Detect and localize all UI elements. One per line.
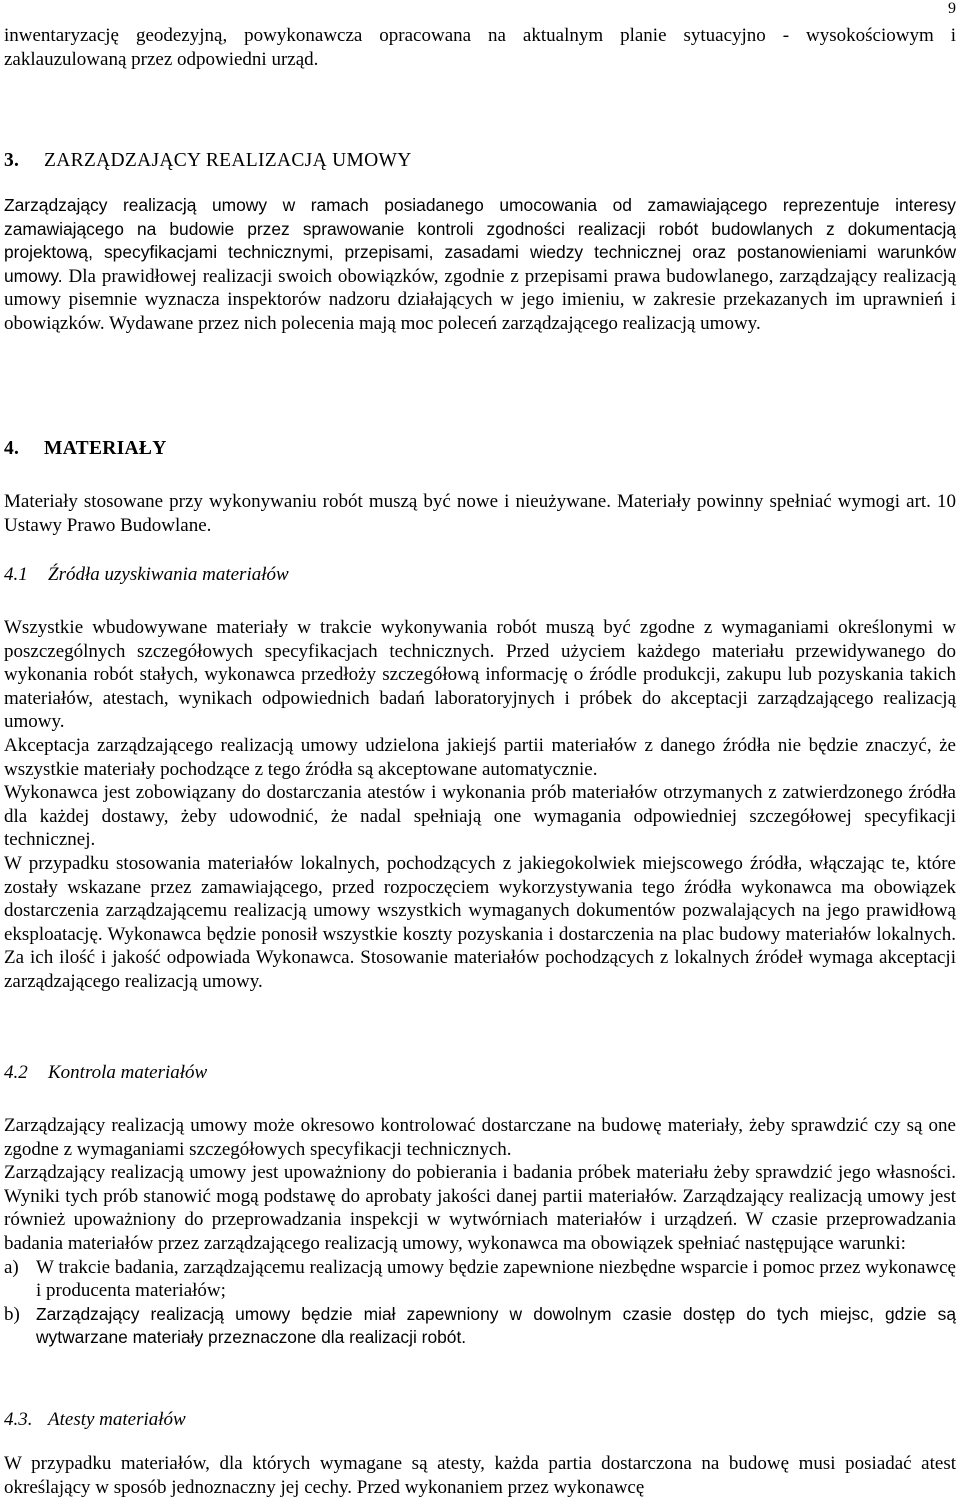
section-4-2-title: Kontrola materiałów bbox=[48, 1062, 208, 1083]
section-4-paragraph: Materiały stosowane przy wykonywaniu robót muszą być nowe i nieużywane. Materiały powinny spełniać wymogi art. 10 Ustawy Prawo Budowlane. bbox=[4, 491, 956, 536]
section-4-3-number: 4.3. bbox=[4, 1409, 33, 1430]
section-4-1-heading bbox=[4, 564, 289, 586]
section-4-heading bbox=[4, 438, 167, 460]
list-item-text: Zarządzający realizacją umowy będzie miał zapewniony w dowolnym czasie dostęp do tych miejsc, gdzie są wytwarzane materiały przeznaczone dla realizacji robót. bbox=[36, 1303, 956, 1348]
section-4-1-paragraph-4: W przypadku stosowania materiałów lokalnych, pochodzących z jakiegokolwiek miejscowego źródła, włączając te, które zostały wskazane przez zamawiającego, przed rozpoczęciem wykorzystywania tego źródła wykonawca ma obowiązek dostarczenia zarządzającemu realizacją umowy wszystkich wymaganych dokumentów pozwalających na jego prawidłową eksploatację. Wykonawca będzie ponosił wszystkie koszty pozyskania i dostarczenia na plac budowy materiałów lokalnych. Za ich ilość i jakość odpowiada Wykonawca. Stosowanie materiałów pochodzących z lokalnych źródeł wymaga akceptacji zarządzającego realizacją umowy. bbox=[4, 852, 956, 992]
section-4-3-paragraph: W przypadku materiałów, dla których wymagane są atesty, każda partia dostarczona na budowę musi posiadać atest określający w sposób jednoznaczny jej cechy. Przed wykonaniem przez wykonawcę bbox=[4, 1453, 956, 1498]
section-4-3-title: Atesty materiałów bbox=[48, 1409, 186, 1430]
intro-paragraph: inwentaryzację geodezyjną, powykonawcza opracowana na aktualnym planie sytuacyjno - wysokościowym i zaklauzulowaną przez odpowiedni urząd. bbox=[4, 25, 956, 70]
section-3-paragraph bbox=[4, 194, 956, 336]
section-3-text-a: Zarządzający realizacją umowy w ramach posiadanego umocowania od zamawiającego reprezentuje interesy zamawiającego na budowie przez sprawowanie kontroli zgodności realizacji robót budowlanych z dokumentacją projektową, specyfikacjami technicznymi, przepisami, zasadami wiedzy technicznej oraz postanowieniami warunków umowy. bbox=[4, 195, 956, 286]
section-3-text-b: Dla prawidłowej realizacji swoich obowiązków, zgodnie z przepisami prawa budowlanego, zarządzający realizacją umowy pisemnie wyznacza inspektorów nadzoru działających w jego imieniu, w zakresie przekazanych im uprawnień i obowiązków. Wydawane przez nich polecenia mają moc poleceń zarządzającego realizacją umowy. bbox=[4, 265, 956, 334]
list-item-text: W trakcie badania, zarządzającemu realizacją umowy będzie zapewnione niezbędne wsparcie i pomoc przez wykonawcę i producenta materiałów; bbox=[36, 1256, 956, 1302]
section-4-2-number: 4.2 bbox=[4, 1062, 28, 1083]
section-4-1-paragraph-1: Wszystkie wbudowywane materiały w trakcie wykonywania robót muszą być zgodne z wymaganiami określonymi w poszczególnych szczegółowych specyfikacjach technicznych. Przed użyciem każdego materiału przewidywanego do wykonania robót stałych, wykonawca przedłoży szczegółową informację o źródle produkcji, zakupu lub pozyskania takich materiałów, atestach, wynikach odpowiednich badań laboratoryjnych i próbek do akceptacji zarządzającego realizacją umowy. bbox=[4, 617, 956, 733]
section-4-2-body bbox=[4, 1114, 956, 1350]
section-4-1-number: 4.1 bbox=[4, 564, 28, 585]
list-item-marker: a) bbox=[4, 1256, 19, 1278]
list-item bbox=[4, 1303, 956, 1350]
section-3-heading bbox=[4, 150, 412, 172]
list-item-marker: b) bbox=[4, 1303, 20, 1325]
section-4-1-title: Źródła uzyskiwania materiałów bbox=[48, 564, 289, 585]
section-4-2-paragraph-1: Zarządzający realizacją umowy może okresowo kontrolować dostarczane na budowę materiały, żeby sprawdzić czy są one zgodne z wymaganiami szczegółowych specyfikacji technicznych. bbox=[4, 1115, 956, 1160]
section-3-title: ZARZĄDZAJĄCY REALIZACJĄ UMOWY bbox=[44, 150, 412, 171]
list-item bbox=[4, 1256, 956, 1303]
section-4-1-body bbox=[4, 616, 956, 994]
section-4-3-heading bbox=[4, 1409, 186, 1431]
section-3-number: 3. bbox=[4, 150, 20, 171]
section-4-title: MATERIAŁY bbox=[44, 438, 167, 459]
section-4-2-paragraph-2: Zarządzający realizacją umowy jest upoważniony do pobierania i badania próbek materiału żeby sprawdzić jego własności. Wyniki tych prób stanowić mogą podstawę do aprobaty jakości danej partii materiałów. Zarządzający realizacją umowy jest również upoważniony do przeprowadzania inspekcji w wytwórniach materiałów i urządzeń. W czasie przeprowadzania badania materiałów przez zarządzającego realizacją umowy, wykonawca ma obowiązek spełniać następujące warunki: bbox=[4, 1162, 956, 1254]
section-4-number: 4. bbox=[4, 438, 20, 459]
section-4-2-heading bbox=[4, 1062, 207, 1084]
page-number: 9 bbox=[948, 0, 956, 17]
section-4-1-paragraph-3: Wykonawca jest zobowiązany do dostarczania atestów i wykonania prób materiałów otrzymanych z zatwierdzonego źródła dla każdej dostawy, żeby udowodnić, że nadal spełniają one wymagania odpowiedniej szczegółowej specyfikacji technicznej. bbox=[4, 782, 956, 851]
section-4-1-paragraph-2: Akceptacja zarządzającego realizacją umowy udzielona jakiejś partii materiałów z danego źródła nie będzie znaczyć, że wszystkie materiały pochodzące z tego źródła są akceptowane automatycznie. bbox=[4, 734, 956, 780]
